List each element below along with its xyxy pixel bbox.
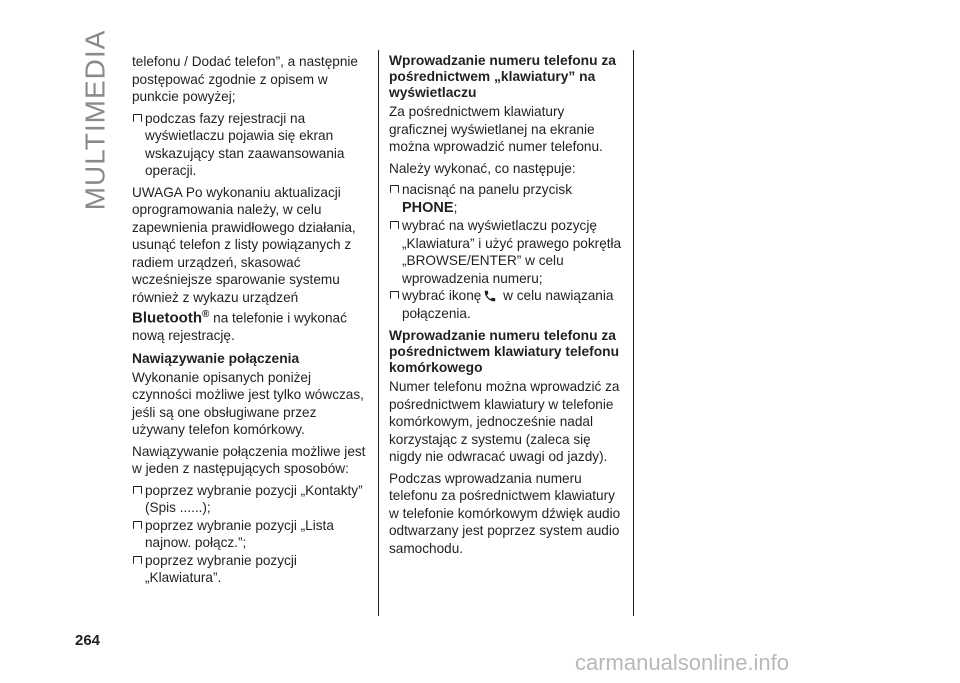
phone-handset-icon	[483, 289, 497, 303]
column-divider-1	[378, 50, 379, 616]
registered-mark: ®	[201, 309, 210, 320]
connection-para-1: Wykonanie opisanych poniżej czynności możliwe jest tylko wówczas, jeśli są one obsługiwane przez używany telefon komórkowy.	[132, 369, 364, 438]
bullet-select-keyboard: wybrać na wyświetlaczu pozycję „Klawiatura” i użyć prawego pokrętła „BROWSE/ENTER” w celu wprowadzenia numeru;	[389, 217, 625, 287]
bullet-press-phone-text: nacisnąć na panelu przycisk	[402, 182, 573, 197]
note-paragraph	[132, 184, 368, 345]
note-text: UWAGA Po wykonaniu aktualizacji oprogramowania należy, w celu zapewnienia prawidłowego działania, usunąć telefon z listy powiązanych z radiem urządzeń, skasować wcześniejsze sparowanie systemu również z wykazu urządzeń	[132, 184, 356, 305]
phone-keyboard-para-1: Numer telefonu można wprowadzić za pośrednictwem klawiatury w telefonie komórkowym, jednocześnie nadal korzystając z systemu (zaleca się nigdy nie odwracać uwagi od jazdy).	[389, 379, 620, 464]
bullet-press-phone	[389, 181, 625, 217]
connection-para-2: Nawiązywanie połączenia możliwe jest w jeden z następujących sposobów:	[132, 443, 366, 477]
bullet-contacts: poprzez wybranie pozycji „Kontakty” (Spis ......);	[132, 482, 368, 517]
bullet-press-phone-end: ;	[453, 199, 458, 215]
bullet-select-icon-text-end: w celu nawiązania połączenia.	[402, 288, 614, 321]
keyboard-para-1: Za pośrednictwem klawiatury graficznej wyświetlanej na ekranie można wprowadzić numer telefonu.	[389, 104, 603, 154]
intro-text: telefonu / Dodać telefon”, a następnie postępować zgodnie z opisem w punkcie powyżej;	[132, 54, 358, 104]
column-divider-2	[633, 50, 634, 616]
page-number: 264	[75, 632, 101, 649]
section-title-text: MULTIMEDIA	[79, 29, 111, 211]
phone-key-label: PHONE	[402, 199, 454, 216]
bullet-registration-phase: podczas fazy rejestracji na wyświetlaczu pojawia się ekran wskazujący stan zaawansowania operacji.	[132, 110, 368, 180]
bluetooth-brand: Bluetooth	[132, 309, 202, 327]
section-title	[75, 29, 115, 211]
keyboard-para-2: Należy wykonać, co następuje:	[389, 160, 576, 176]
watermark: carmanualsonline.info	[575, 650, 790, 675]
column-left	[132, 53, 368, 587]
heading-phone-keyboard: Wprowadzanie numeru telefonu za pośrednictwem klawiatury telefonu komórkowego	[389, 328, 619, 375]
bullet-select-icon	[389, 287, 625, 322]
heading-connection: Nawiązywanie połączenia	[132, 350, 300, 366]
column-right	[389, 53, 625, 561]
bullet-keyboard: poprzez wybranie pozycji „Klawiatura”.	[132, 552, 368, 587]
heading-onscreen-keyboard: Wprowadzanie numeru telefonu za pośrednictwem „klawiatury” na wyświetlaczu	[389, 53, 616, 100]
phone-keyboard-para-2: Podczas wprowadzania numeru telefonu za pośrednictwem klawiatury w telefonie komórkowym dźwięk audio odtwarzany jest poprzez system audio samochodu.	[389, 470, 621, 556]
bullet-recent-calls: poprzez wybranie pozycji „Lista najnow. połącz.”;	[132, 517, 368, 552]
note-text-end: na telefonie i wykonać nową rejestrację.	[132, 310, 347, 344]
bullet-select-icon-text: wybrać ikonę	[402, 288, 482, 303]
